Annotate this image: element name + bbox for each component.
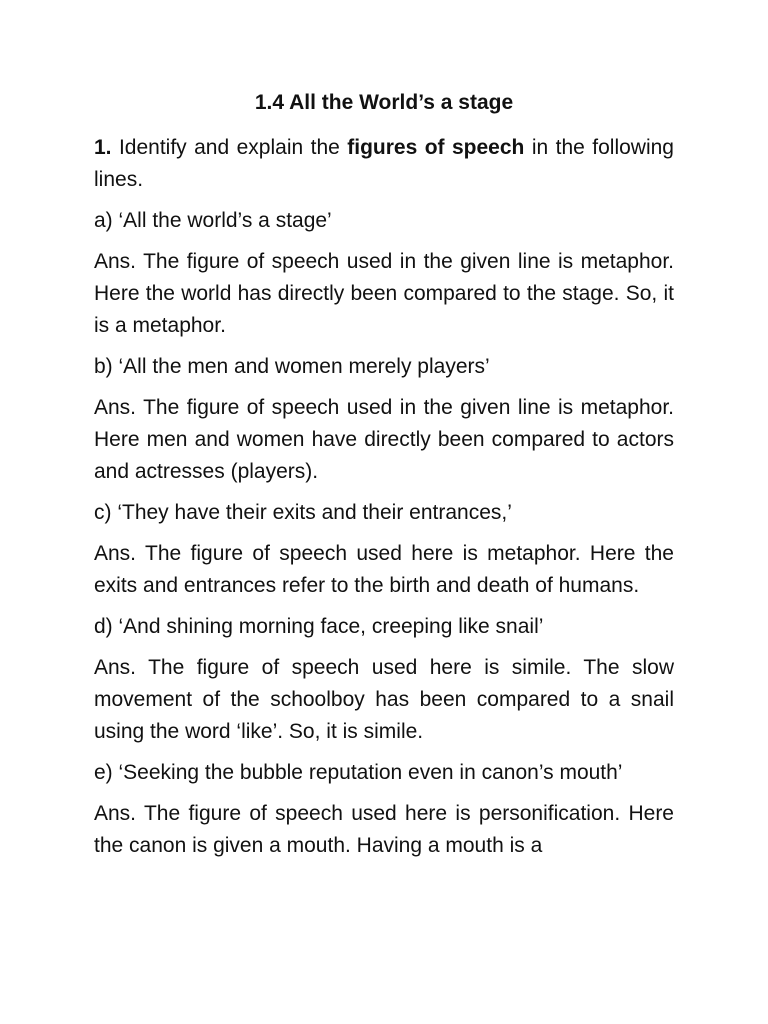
question-text-before: Identify and explain the (118, 136, 340, 159)
item-c-line: c) ‘They have their exits and their entrances,’ (94, 501, 512, 524)
question-prompt (94, 132, 674, 196)
item-c-answer: Ans. The figure of speech used here is metaphor. Here the exits and entrances refer to the birth and death of humans. (94, 542, 674, 597)
item-e-answer: Ans. The figure of speech used here is personification. Here the canon is given a mouth. Having a mouth is a (94, 802, 674, 857)
item-e-line: e) ‘Seeking the bubble reputation even in canon’s mouth’ (94, 761, 623, 784)
item-a-line: a) ‘All the world’s a stage’ (94, 209, 332, 232)
item-a-answer: Ans. The figure of speech used in the given line is metaphor. Here the world has directly been compared to the stage. So, it is a metaphor. (94, 250, 674, 337)
question-text-after: in the following lines. (94, 136, 674, 191)
question-emphasis: figures of speech (347, 136, 525, 159)
page-title: 1.4 All the World’s a stage (254, 91, 514, 114)
item-d-line: d) ‘And shining morning face, creeping like snail’ (94, 615, 544, 638)
question-number: 1. (94, 136, 112, 159)
item-b-answer: Ans. The figure of speech used in the given line is metaphor. Here men and women have directly been compared to actors and actresses (players). (94, 396, 674, 483)
item-d-answer: Ans. The figure of speech used here is simile. The slow movement of the schoolboy has been compared to a snail using the word ‘like’. So, it is simile. (94, 656, 674, 743)
item-b-line: b) ‘All the men and women merely players’ (94, 355, 490, 378)
